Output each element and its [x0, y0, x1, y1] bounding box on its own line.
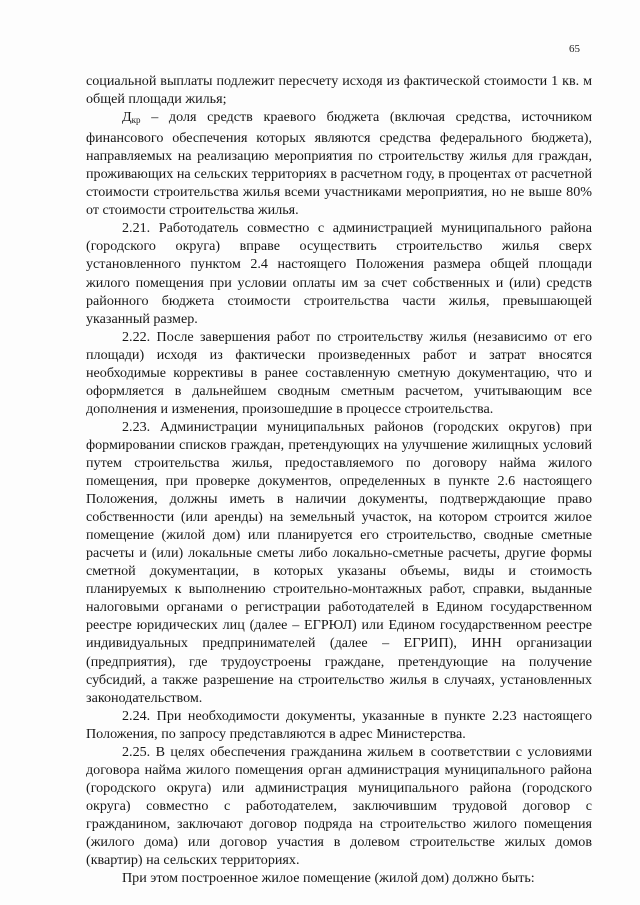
paragraph-share-definition: [86, 108, 592, 219]
paragraph-2-23: 2.23. Администрации муниципальных районов (городских округов) при формировании списков граждан, претендующих на улучшение жилищных условий путем строительства жилья, предоставляемого по договору найма жилого помещения, при проверке документов, определенных в пункте 2.6 настоящего Положения, должны иметь в наличии документы, подтверждающие право собственности (или аренды) на земельный участок, на котором строится жилое помещение (жилой дом) или планируется его строительство, сводные сметные расчеты и (или) локальные сметы либо локально-сметные расчеты, другие формы сметной документации, в которых указаны объемы, виды и стоимость планируемых к выполнению строительно-монтажных работ, справки, выданные налоговыми органами о регистрации работодателей в Едином государственном реестре юридических лиц (далее – ЕГРЮЛ) или Едином государственном реестре индивидуальных предпринимателей (далее – ЕГРИП), ИНН организации (предприятия), где трудоустроены граждане, претендующие на получение субсидий, а также разрешение на строительство жилья в случаях, установленных законодательством.: [86, 418, 592, 706]
variable-symbol: Д: [122, 109, 132, 126]
variable-subscript: кр: [131, 115, 141, 126]
paragraph-2-21: 2.21. Работодатель совместно с администрацией муниципального района (городского округа) вправе осуществить строительство жилья сверх установленного пунктом 2.4 настоящего Положения размера общей площади жилого помещения при условии оплаты им за счет собственных и (или) средств районного бюджета стоимости строительства части жилья, превышающей указанный размер.: [86, 220, 592, 327]
paragraph-closing: При этом построенное жилое помещение (жилой дом) должно быть:: [122, 870, 535, 887]
definition-text: – доля средств краевого бюджета (включая средства, источником финансового обеспечения которых являются средства федерального бюджета), направляемых на реализацию мероприятия по строительству жилья для граждан, проживающих на сельских территориях в расчетном году, в процентах от расчетной стоимости строительства жилья всеми участниками мероприятия, но не выше 80% от стоимости строительства жилья.: [86, 109, 592, 219]
paragraph-continuation: социальной выплаты подлежит пересчету исходя из фактической стоимости 1 кв. м общей площади жилья;: [86, 73, 592, 108]
paragraph-2-22: 2.22. После завершения работ по строительству жилья (независимо от его площади) исходя из фактически произведенных работ и затрат вносятся необходимые коррективы в ранее составленную сметную документацию, что и оформляется в дальнейшем сводным сметным расчетом, учитывающим все дополнения и изменения, произошедшие в процессе строительства.: [86, 328, 592, 417]
document-body: [86, 72, 592, 887]
paragraph-2-25: 2.25. В целях обеспечения гражданина жильем в соответствии с условиями договора найма жилого помещения орган администрация муниципального района (городского округа) или администрация муниципального района (городского округа) совместно с работодателем, заключившим трудовой договор с гражданином, заключают договор подряда на строительство жилого помещения (жилого дома) или договор участия в долевом строительстве жилых домов (квартир) на сельских территориях.: [86, 743, 592, 869]
paragraph-2-24: 2.24. При необходимости документы, указанные в пункте 2.23 настоящего Положения, по запросу представляются в адрес Министерства.: [86, 707, 592, 742]
page-number: 65: [569, 43, 580, 55]
